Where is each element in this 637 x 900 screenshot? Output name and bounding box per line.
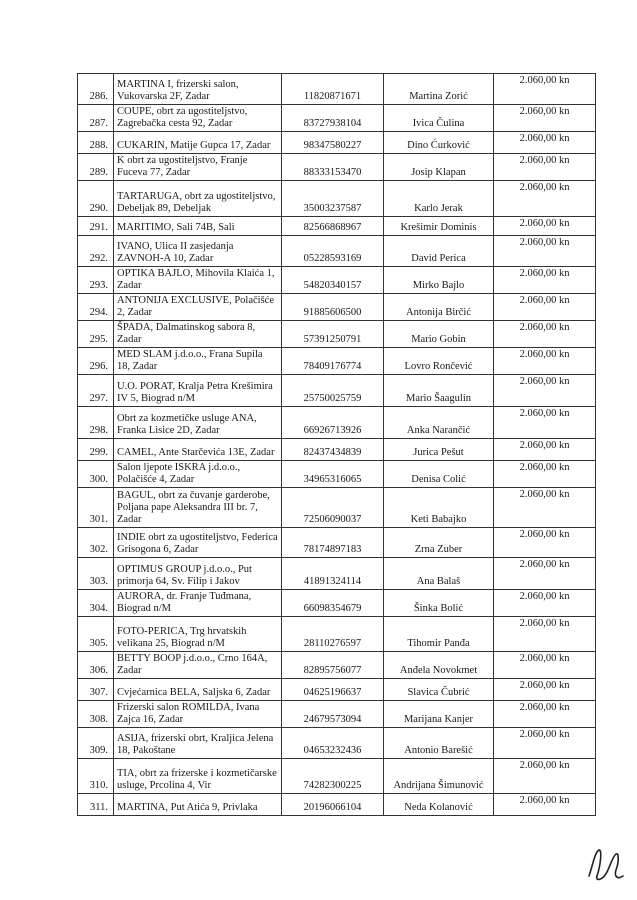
owner-name: Andrijana Šimunović	[384, 759, 494, 794]
row-number: 309.	[78, 728, 114, 759]
amount: 2.060,00 kn	[494, 528, 596, 558]
owner-name: Marijana Kanjer	[384, 701, 494, 728]
amount: 2.060,00 kn	[494, 728, 596, 759]
business-name: Cvjećarnica BELA, Saljska 6, Zadar	[114, 679, 282, 701]
oib-number: 72506090037	[282, 488, 384, 528]
oib-number: 20196066104	[282, 794, 384, 816]
oib-number: 78174897183	[282, 528, 384, 558]
table-row	[78, 461, 596, 488]
signature-icon	[583, 842, 627, 886]
owner-name: Mario Šaagulin	[384, 375, 494, 407]
oib-number: 78409176774	[282, 348, 384, 375]
owner-name: Neda Kolanović	[384, 794, 494, 816]
row-number: 299.	[78, 439, 114, 461]
oib-number: 24679573094	[282, 701, 384, 728]
row-number: 310.	[78, 759, 114, 794]
amount: 2.060,00 kn	[494, 181, 596, 217]
owner-name: Martina Zorić	[384, 74, 494, 105]
business-name: Frizerski salon ROMILDA, Ivana Zajca 16, Zadar	[114, 701, 282, 728]
table-row	[78, 321, 596, 348]
business-name: IVANO, Ulica II zasjedanja ZAVNOH-A 10, Zadar	[114, 236, 282, 267]
amount: 2.060,00 kn	[494, 348, 596, 375]
oib-number: 28110276597	[282, 617, 384, 652]
business-name: TARTARUGA, obrt za ugostiteljstvo, Debeljak 89, Debeljak	[114, 181, 282, 217]
owner-name: Antonija Birčić	[384, 294, 494, 321]
amount: 2.060,00 kn	[494, 488, 596, 528]
table-row	[78, 375, 596, 407]
amount: 2.060,00 kn	[494, 375, 596, 407]
amount: 2.060,00 kn	[494, 652, 596, 679]
owner-name: David Perica	[384, 236, 494, 267]
amount: 2.060,00 kn	[494, 439, 596, 461]
owner-name: Ivica Čulina	[384, 105, 494, 132]
row-number: 298.	[78, 407, 114, 439]
amount: 2.060,00 kn	[494, 701, 596, 728]
oib-number: 11820871671	[282, 74, 384, 105]
row-number: 293.	[78, 267, 114, 294]
amount: 2.060,00 kn	[494, 294, 596, 321]
amount: 2.060,00 kn	[494, 617, 596, 652]
row-number: 288.	[78, 132, 114, 154]
table-row	[78, 439, 596, 461]
owner-name: Krešimir Dominis	[384, 217, 494, 236]
business-name: CUKARIN, Matije Gupca 17, Zadar	[114, 132, 282, 154]
row-number: 289.	[78, 154, 114, 181]
business-name: COUPE, obrt za ugostiteljstvo, Zagrebačka cesta 92, Zadar	[114, 105, 282, 132]
oib-number: 88333153470	[282, 154, 384, 181]
table-row	[78, 294, 596, 321]
owner-name: Mario Gobin	[384, 321, 494, 348]
row-number: 292.	[78, 236, 114, 267]
oib-number: 83727938104	[282, 105, 384, 132]
amount: 2.060,00 kn	[494, 267, 596, 294]
owner-name: Ana Balaš	[384, 558, 494, 590]
amount: 2.060,00 kn	[494, 74, 596, 105]
amount: 2.060,00 kn	[494, 679, 596, 701]
owner-name: Keti Babajko	[384, 488, 494, 528]
table-row	[78, 74, 596, 105]
owner-name: Karlo Jerak	[384, 181, 494, 217]
oib-number: 82895756077	[282, 652, 384, 679]
owner-name: Anđela Novokmet	[384, 652, 494, 679]
amount: 2.060,00 kn	[494, 407, 596, 439]
oib-number: 98347580227	[282, 132, 384, 154]
business-name: MARTINA, Put Atića 9, Privlaka	[114, 794, 282, 816]
oib-number: 35003237587	[282, 181, 384, 217]
row-number: 296.	[78, 348, 114, 375]
oib-number: 04625196637	[282, 679, 384, 701]
business-name: Obrt za kozmetičke usluge ANA, Franka Lisice 2D, Zadar	[114, 407, 282, 439]
amount: 2.060,00 kn	[494, 321, 596, 348]
owner-name: Slavica Čubrić	[384, 679, 494, 701]
table-row	[78, 759, 596, 794]
row-number: 286.	[78, 74, 114, 105]
business-name: OPTIKA BAJLO, Mihovila Klaića 1, Zadar	[114, 267, 282, 294]
oib-number: 66926713926	[282, 407, 384, 439]
owner-name: Jurica Pešut	[384, 439, 494, 461]
table-row	[78, 267, 596, 294]
table-row	[78, 217, 596, 236]
table-row	[78, 701, 596, 728]
business-name: U.O. PORAT, Kralja Petra Krešimira IV 5, Biograd n/M	[114, 375, 282, 407]
row-number: 302.	[78, 528, 114, 558]
business-name: MED SLAM j.d.o.o., Frana Supila 18, Zadar	[114, 348, 282, 375]
table-row	[78, 617, 596, 652]
amount: 2.060,00 kn	[494, 217, 596, 236]
owner-name: Dino Ćurković	[384, 132, 494, 154]
oib-number: 41891324114	[282, 558, 384, 590]
amount: 2.060,00 kn	[494, 132, 596, 154]
oib-number: 34965316065	[282, 461, 384, 488]
owner-name: Josip Klapan	[384, 154, 494, 181]
oib-number: 74282300225	[282, 759, 384, 794]
row-number: 297.	[78, 375, 114, 407]
owner-name: Antonio Barešić	[384, 728, 494, 759]
owner-name: Anka Narančić	[384, 407, 494, 439]
row-number: 304.	[78, 590, 114, 617]
table-row	[78, 728, 596, 759]
amount: 2.060,00 kn	[494, 558, 596, 590]
table-row	[78, 132, 596, 154]
row-number: 290.	[78, 181, 114, 217]
table-row	[78, 558, 596, 590]
business-name: Salon ljepote ISKRA j.d.o.o., Polačišće 4, Zadar	[114, 461, 282, 488]
row-number: 305.	[78, 617, 114, 652]
amount: 2.060,00 kn	[494, 590, 596, 617]
row-number: 287.	[78, 105, 114, 132]
business-name: K obrt za ugostiteljstvo, Franje Fuceva 77, Zadar	[114, 154, 282, 181]
oib-number: 66098354679	[282, 590, 384, 617]
owner-name: Mirko Bajlo	[384, 267, 494, 294]
table-row	[78, 488, 596, 528]
oib-number: 04653232436	[282, 728, 384, 759]
business-name: ASIJA, frizerski obrt, Kraljica Jelena 18, Pakoštane	[114, 728, 282, 759]
owner-name: Lovro Rončević	[384, 348, 494, 375]
oib-number: 57391250791	[282, 321, 384, 348]
amount: 2.060,00 kn	[494, 794, 596, 816]
table-row	[78, 528, 596, 558]
row-number: 301.	[78, 488, 114, 528]
owner-name: Denisa Colić	[384, 461, 494, 488]
register-body	[78, 74, 596, 816]
business-name: BAGUL, obrt za čuvanje garderobe, Poljana pape Aleksandra III br. 7, Zadar	[114, 488, 282, 528]
table-row	[78, 181, 596, 217]
business-name: INDIE obrt za ugostiteljstvo, Federica Grisogona 6, Zadar	[114, 528, 282, 558]
oib-number: 82437434839	[282, 439, 384, 461]
table-row	[78, 652, 596, 679]
oib-number: 54820340157	[282, 267, 384, 294]
business-name: MARTINA I, frizerski salon, Vukovarska 2F, Zadar	[114, 74, 282, 105]
owner-name: Tihomir Panđa	[384, 617, 494, 652]
amount: 2.060,00 kn	[494, 461, 596, 488]
amount: 2.060,00 kn	[494, 236, 596, 267]
amount: 2.060,00 kn	[494, 759, 596, 794]
row-number: 291.	[78, 217, 114, 236]
row-number: 303.	[78, 558, 114, 590]
amount: 2.060,00 kn	[494, 105, 596, 132]
row-number: 307.	[78, 679, 114, 701]
row-number: 300.	[78, 461, 114, 488]
row-number: 306.	[78, 652, 114, 679]
business-name: BETTY BOOP j.d.o.o., Crno 164A, Zadar	[114, 652, 282, 679]
amount: 2.060,00 kn	[494, 154, 596, 181]
table-row	[78, 794, 596, 816]
oib-number: 82566868967	[282, 217, 384, 236]
row-number: 294.	[78, 294, 114, 321]
oib-number: 05228593169	[282, 236, 384, 267]
row-number: 308.	[78, 701, 114, 728]
business-name: MARITIMO, Sali 74B, Sali	[114, 217, 282, 236]
business-name: ŠPADA, Dalmatinskog sabora 8, Zadar	[114, 321, 282, 348]
owner-name: Šinka Bolić	[384, 590, 494, 617]
table-row	[78, 236, 596, 267]
business-name: FOTO-PERICA, Trg hrvatskih velikana 25, Biograd n/M	[114, 617, 282, 652]
table-row	[78, 679, 596, 701]
row-number: 311.	[78, 794, 114, 816]
table-row	[78, 407, 596, 439]
business-name: CAMEL, Ante Starčevića 13E, Zadar	[114, 439, 282, 461]
business-name: TIA, obrt za frizerske i kozmetičarske usluge, Prcolina 4, Vir	[114, 759, 282, 794]
oib-number: 91885606500	[282, 294, 384, 321]
table-row	[78, 590, 596, 617]
oib-number: 25750025759	[282, 375, 384, 407]
table-row	[78, 154, 596, 181]
register-table	[77, 73, 596, 816]
table-row	[78, 105, 596, 132]
table-row	[78, 348, 596, 375]
business-name: ANTONIJA EXCLUSIVE, Polačišće 2, Zadar	[114, 294, 282, 321]
business-name: OPTIMUS GROUP j.d.o.o., Put primorja 64, Sv. Filip i Jakov	[114, 558, 282, 590]
business-name: AURORA, dr. Franje Tuđmana, Biograd n/M	[114, 590, 282, 617]
owner-name: Zrna Zuber	[384, 528, 494, 558]
row-number: 295.	[78, 321, 114, 348]
